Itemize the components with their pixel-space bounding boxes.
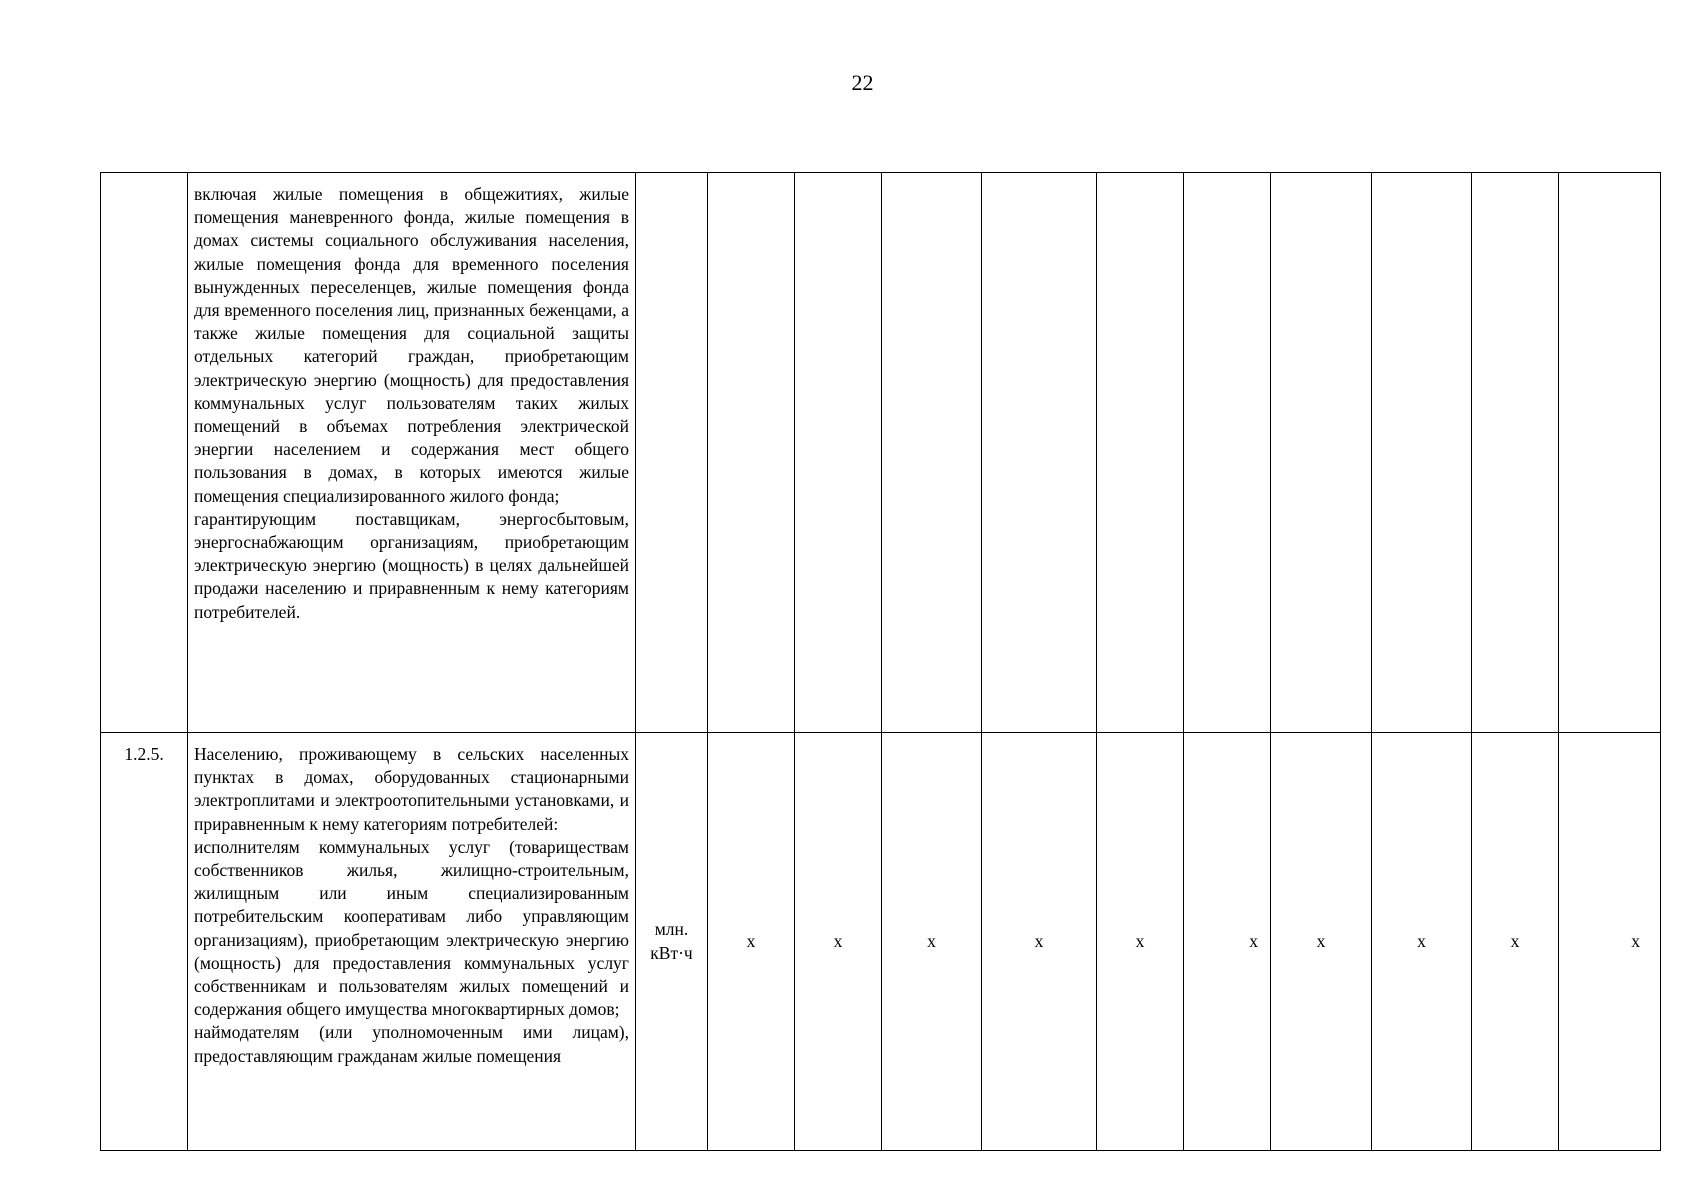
- value-cell: [1184, 173, 1271, 733]
- value-cell: х: [1271, 733, 1372, 1151]
- value-cell: [795, 173, 882, 733]
- description-paragraph: наймодателям (или уполномоченным ими лицам), предоставляющим гражданам жилые помещения: [194, 1022, 629, 1066]
- row-number-cell: [101, 173, 188, 733]
- table-row: [101, 733, 1661, 1151]
- value-cell: х: [1559, 733, 1661, 1151]
- value-cell: [1472, 173, 1559, 733]
- unit-line: млн.: [654, 919, 689, 940]
- unit-cell: [636, 173, 708, 733]
- table-row: [101, 173, 1661, 733]
- row-number-cell: 1.2.5.: [101, 733, 188, 1151]
- unit-cell: [636, 733, 708, 1151]
- description-paragraph: включая жилые помещения в общежитиях, жилые помещения маневренного фонда, жилые помещения в домах системы социального обслуживания населения, жилые помещения фонда для временного поселения вынужденных переселенцев, жилые помещения фонда для временного поселения лиц, признанных беженцами, а также жилые помещения для социальной защиты отдельных категорий граждан, приобретающим электрическую энергию (мощность) для предоставления коммунальных услуг пользователям таких жилых помещений в объемах потребления электрической энергии населением и содержания мест общего пользования в домах, в которых имеются жилые помещения специализированного жилого фонда;: [194, 184, 629, 506]
- row-description-cell: [188, 733, 636, 1151]
- value-cell: х: [1097, 733, 1184, 1151]
- row-description-cell: [188, 173, 636, 733]
- value-cell: [882, 173, 982, 733]
- value-cell: х: [708, 733, 795, 1151]
- value-cell: х: [1372, 733, 1472, 1151]
- value-cell: [982, 173, 1097, 733]
- value-cell: [1271, 173, 1372, 733]
- value-cell: х: [795, 733, 882, 1151]
- value-cell: [1372, 173, 1472, 733]
- value-cell: х: [1472, 733, 1559, 1151]
- page-number: 22: [851, 70, 874, 95]
- description-paragraph: Населению, проживающему в сельских населенных пунктах в домах, оборудованных стационарными электроплитами и электроотопительными установками, и приравненным к нему категориям потребителей:: [194, 744, 629, 834]
- value-cell: [1559, 173, 1661, 733]
- value-cell: х: [982, 733, 1097, 1151]
- value-cell: х: [882, 733, 982, 1151]
- value-cell: [1097, 173, 1184, 733]
- value-cell: х: [1184, 733, 1271, 1151]
- description-paragraph: исполнителям коммунальных услуг (товариществам собственников жилья, жилищно-строительным, жилищным или иным специализированным потребительским кооперативам либо управляющим организациям), приобретающим электрическую энергию (мощность) для предоставления коммунальных услуг собственникам и пользователям жилых помещений и содержания общего имущества многоквартирных домов;: [194, 836, 629, 1020]
- description-paragraph: гарантирующим поставщикам, энергосбытовым, энергоснабжающим организациям, приобретающим электрическую энергию (мощность) в целях дальнейшей продажи населению и приравненным к нему категориям потребителей.: [194, 508, 629, 622]
- unit-line: кВт·ч: [650, 942, 693, 963]
- value-cell: [708, 173, 795, 733]
- tariff-table: [100, 172, 1661, 1151]
